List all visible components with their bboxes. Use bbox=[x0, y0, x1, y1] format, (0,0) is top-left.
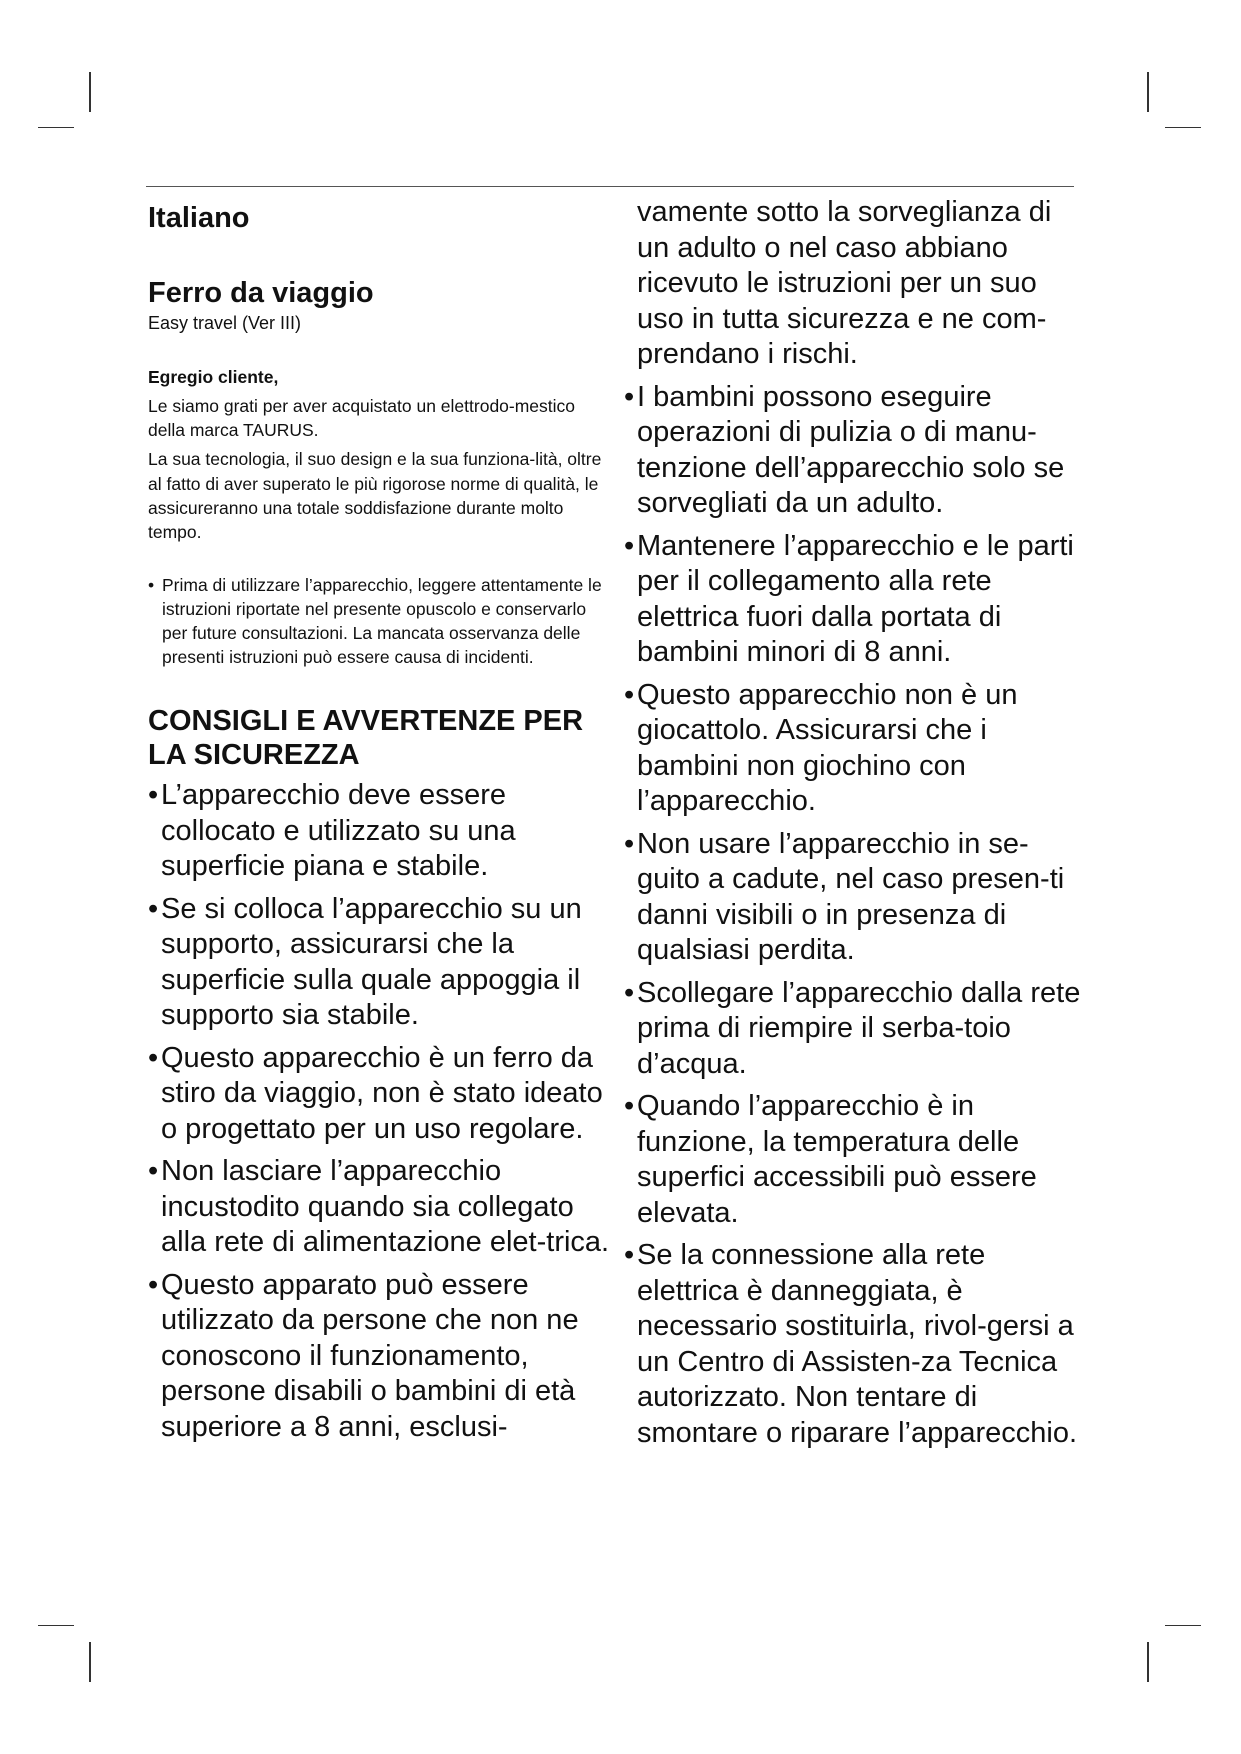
safety-item: • Questo apparato può essere utilizzato da persone che non ne conoscono il funzionamento, persone disabili o bambini di età superiore a 8 anni, esclusi- bbox=[148, 1268, 613, 1446]
safety-item: • Questo apparecchio è un ferro da stiro da viaggio, non è stato ideato o progettato per un uso regolare. bbox=[148, 1041, 613, 1148]
crop-mark-top-right-vertical bbox=[1147, 72, 1149, 112]
safety-list-left bbox=[148, 778, 613, 1445]
intro-paragraph: Le siamo grati per aver acquistato un elettrodo-mestico della marca TAURUS. bbox=[148, 396, 576, 441]
safety-item: • Non usare l’apparecchio in se-guito a cadute, nel caso presen-ti danni visibili o in presenza di qualsiasi perdita. bbox=[624, 827, 1084, 969]
crop-mark-top-right-horizontal bbox=[1165, 127, 1201, 128]
crop-mark-bottom-right-horizontal bbox=[1165, 1625, 1201, 1626]
model-name: Easy travel (Ver III) bbox=[148, 312, 302, 333]
safety-item: • Questo apparecchio non è un giocattolo. Assicurarsi che i bambini non giochino con l’apparecchio. bbox=[624, 678, 1084, 820]
safety-item: • L’apparecchio deve essere collocato e utilizzato su una superficie piana e stabile. bbox=[148, 778, 613, 885]
safety-item: • Quando l’apparecchio è in funzione, la temperatura delle superfici accessibili può essere elevata. bbox=[624, 1089, 1084, 1231]
safety-item: • Scollegare l’apparecchio dalla rete prima di riempire il serba-toio d’acqua. bbox=[624, 976, 1084, 1083]
safety-item: • Se si colloca l’apparecchio su un supporto, assicurarsi che la superficie sulla quale appoggia il supporto sia stabile. bbox=[148, 892, 613, 1034]
left-column bbox=[148, 195, 613, 1452]
intro-section bbox=[148, 367, 613, 544]
safety-heading: CONSIGLI E AVVERTENZE PER LA SICUREZZA bbox=[148, 704, 584, 771]
safety-item: • Se la connessione alla rete elettrica è danneggiata, è necessario sostituirla, rivol-gersi a un Centro di Assisten-za Tecnica autorizzato. Non tentare di smontare o riparare l’apparecchio. bbox=[624, 1238, 1084, 1451]
crop-mark-bottom-left-vertical bbox=[89, 1642, 91, 1682]
product-title: Ferro da viaggio bbox=[148, 276, 374, 309]
intro-note: • Prima di utilizzare l’apparecchio, leggere attentamente le istruzioni riportate nel presente opuscolo e conservarlo per future consultazioni. La mancata osservanza delle presenti istruzioni può essere causa di incidenti. bbox=[148, 573, 613, 670]
intro-paragraph: La sua tecnologia, il suo design e la sua funziona-lità, oltre al fatto di aver superato le più rigorose norme di qualità, le assicureranno una totale soddisfazione durante molto tempo. bbox=[148, 449, 602, 542]
safety-item: • Non lasciare l’apparecchio incustodito quando sia collegato alla rete di alimentazione elet-trica. bbox=[148, 1154, 613, 1261]
header-rule bbox=[146, 186, 1074, 187]
crop-mark-bottom-right-vertical bbox=[1147, 1642, 1149, 1682]
crop-mark-bottom-left-horizontal bbox=[38, 1625, 74, 1626]
safety-item-continuation: vamente sotto la sorveglianza di un adulto o nel caso abbiano ricevuto le istruzioni per un suo uso in tutta sicurezza e ne com-prendano i rischi. bbox=[637, 196, 1052, 370]
safety-list-right bbox=[624, 380, 1084, 1452]
safety-item: • I bambini possono eseguire operazioni di pulizia o di manu-tenzione dell’apparecchio solo se sorvegliati da un adulto. bbox=[624, 380, 1084, 522]
intro-note-list bbox=[148, 573, 613, 670]
crop-mark-top-left-vertical bbox=[89, 72, 91, 112]
crop-mark-top-left-horizontal bbox=[38, 127, 74, 128]
right-column bbox=[624, 195, 1084, 1458]
language-heading: Italiano bbox=[148, 202, 250, 234]
safety-item: • Mantenere l’apparecchio e le parti per il collegamento alla rete elettrica fuori dalla portata di bambini minori di 8 anni. bbox=[624, 529, 1084, 671]
greeting: Egregio cliente, bbox=[148, 367, 279, 388]
